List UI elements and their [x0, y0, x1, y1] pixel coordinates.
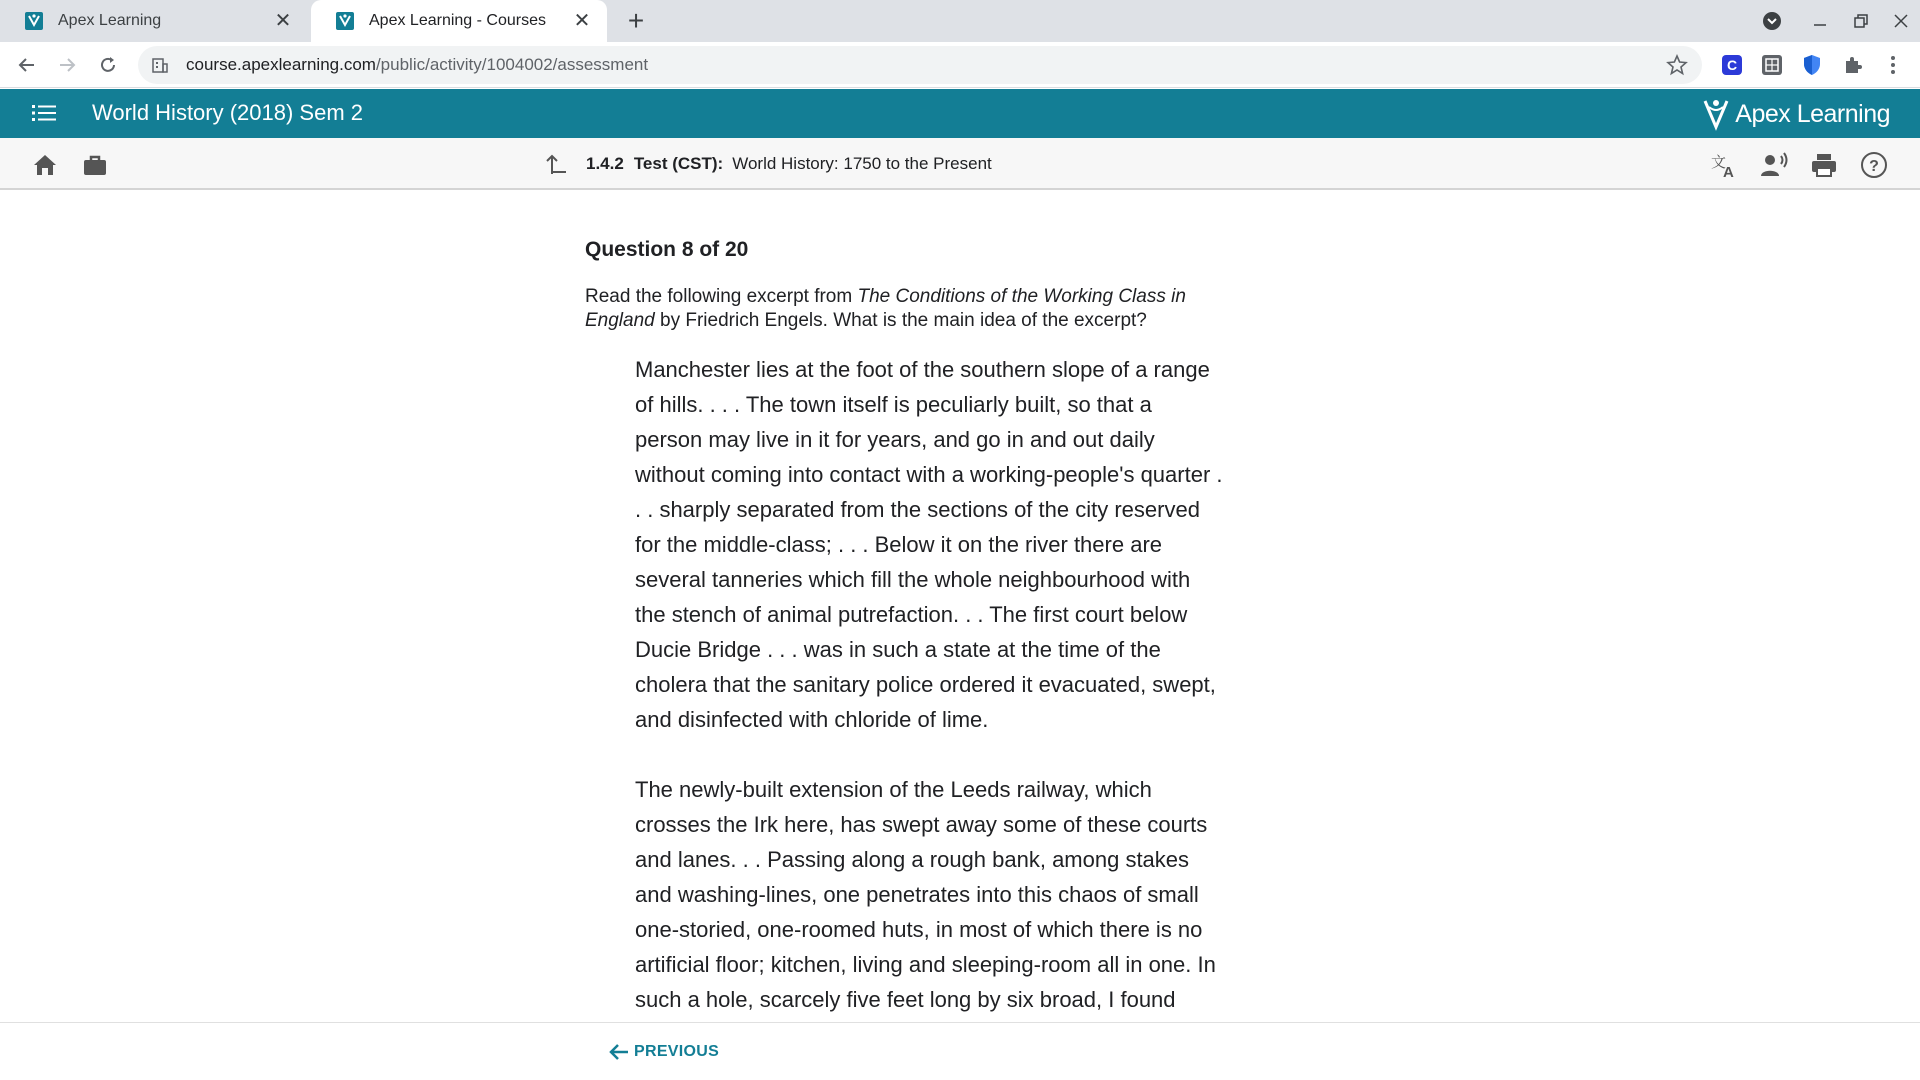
- text-to-speech-icon[interactable]: [1760, 151, 1788, 179]
- extension-c-icon[interactable]: [1719, 52, 1745, 78]
- activity-type: Test (CST):: [633, 154, 724, 173]
- app-header: [0, 89, 1920, 138]
- extension-grid-icon[interactable]: [1759, 52, 1785, 78]
- svg-text:A: A: [1723, 164, 1734, 179]
- translate-icon[interactable]: [1710, 151, 1738, 179]
- address-bar[interactable]: [138, 46, 1702, 84]
- url-text: [186, 55, 648, 75]
- browser-toolbar: [0, 42, 1920, 88]
- question-content: [585, 190, 1225, 1022]
- previous-button[interactable]: [608, 1041, 719, 1063]
- close-window-icon[interactable]: [1886, 6, 1916, 36]
- briefcase-icon[interactable]: [81, 151, 109, 179]
- svg-text:文: 文: [1711, 154, 1727, 171]
- apex-favicon-icon: [24, 11, 44, 31]
- new-tab-button[interactable]: +: [627, 5, 645, 36]
- arrow-left-icon: [608, 1041, 630, 1063]
- apex-favicon-icon: [335, 11, 355, 31]
- question-header: Question 8 of 20: [585, 238, 749, 261]
- tab-search-icon[interactable]: [1757, 6, 1787, 36]
- excerpt-blockquote: [635, 352, 1225, 1022]
- restore-icon[interactable]: [1846, 6, 1876, 36]
- menu-list-icon[interactable]: [30, 101, 58, 125]
- url-host: course.apexlearning.com: [186, 55, 376, 74]
- minimize-icon[interactable]: [1805, 6, 1835, 36]
- excerpt-paragraph: The newly-built extension of the Leeds railway, which crosses the Irk here, has swept away some of these courts and lanes. . . Passing along a rough bank, among stakes and washing-lines, one penetrates into this chaos of small one-storied, one-roomed huts, in most of which there is no artificial floor; kitchen, living and sleeping-room all in one. In such a hole, scarcely five feet long by six broad, I found: [635, 777, 1216, 1012]
- forward-icon[interactable]: [52, 50, 82, 80]
- extensions-puzzle-icon[interactable]: [1840, 52, 1866, 78]
- help-icon[interactable]: [1860, 151, 1888, 179]
- home-icon[interactable]: [31, 151, 59, 179]
- question-footer: [0, 1022, 1920, 1080]
- course-title: World History (2018) Sem 2: [92, 100, 364, 125]
- up-level-icon[interactable]: [544, 152, 568, 176]
- activity-title-bar: [544, 152, 992, 176]
- browser-tab-strip: [0, 0, 1920, 42]
- activity-bar: [0, 138, 1920, 190]
- question-prompt: [585, 285, 1225, 333]
- close-tab-icon[interactable]: ✕: [573, 10, 591, 32]
- print-icon[interactable]: [1810, 151, 1838, 179]
- activity-number: 1.4.2: [586, 154, 624, 173]
- url-path: /public/activity/1004002/assessment: [375, 55, 649, 74]
- previous-label: PREVIOUS: [634, 1043, 720, 1060]
- browser-tab-apex-learning[interactable]: [0, 0, 308, 42]
- extension-shield-icon[interactable]: [1799, 52, 1825, 78]
- site-info-icon[interactable]: [150, 55, 170, 75]
- apex-learning-logo: [1701, 97, 1890, 131]
- apex-logo-mark-icon: [1701, 97, 1731, 131]
- tab-title: Apex Learning: [58, 12, 162, 29]
- back-icon[interactable]: [12, 50, 42, 80]
- activity-title: World History: 1750 to the Present: [732, 154, 992, 173]
- svg-text:C: C: [1726, 57, 1738, 73]
- prompt-work-title: The Conditions of the Working Class in England: [585, 286, 1186, 331]
- prompt-text-after: by Friedrich Engels. What is the main idea of the excerpt?: [654, 310, 1147, 331]
- tab-title: Apex Learning - Courses: [369, 12, 546, 29]
- close-tab-icon[interactable]: ✕: [274, 10, 292, 32]
- prompt-text-before: Read the following excerpt from: [585, 286, 858, 307]
- browser-tab-apex-courses[interactable]: [311, 0, 607, 42]
- reload-icon[interactable]: [93, 50, 123, 80]
- browser-menu-icon[interactable]: [1880, 52, 1906, 78]
- excerpt-paragraph: Manchester lies at the foot of the southern slope of a range of hills. . . . The town itself is peculiarly built, so that a person may live in it for years, and go in and out daily without coming into contact with a working-people's quarter . . . sharply separated from the sections of the city reserved for the middle-class; . . . Below it on the river there are several tanneries which fill the whole neighbourhood with the stench of animal putrefaction. . . The first court below Ducie Bridge . . . was in such a state at the time of the cholera that the sanitary police ordered it evacuated, swept, and disinfected with chloride of lime.: [635, 357, 1223, 732]
- svg-text:?: ?: [1869, 158, 1879, 175]
- bookmark-star-icon[interactable]: [1666, 54, 1688, 76]
- logo-text: Apex Learning: [1735, 99, 1890, 128]
